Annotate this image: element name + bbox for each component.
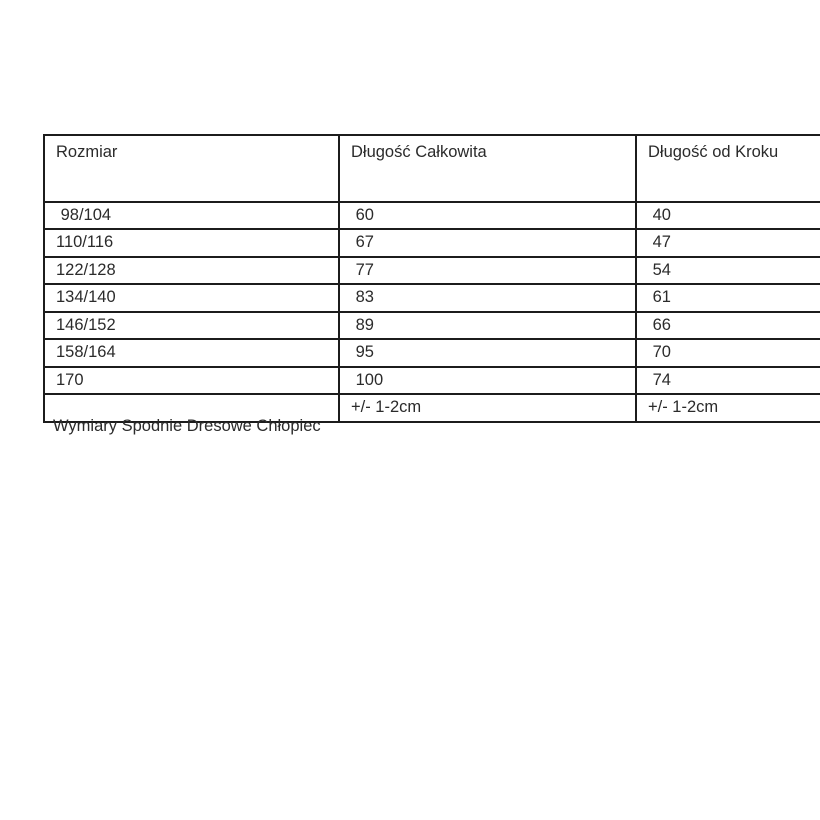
- table-row: [44, 284, 820, 311]
- column-header-inseam-length: Długość od Kroku: [636, 135, 820, 202]
- cell-size: 170: [44, 367, 339, 394]
- cell-size: 122/128: [44, 257, 339, 284]
- cell-size: 134/140: [44, 284, 339, 311]
- cell-inseam: 47: [636, 229, 820, 256]
- cell-total: 89: [339, 312, 636, 339]
- table-header-row: [44, 135, 820, 202]
- cell-size: 110/116: [44, 229, 339, 256]
- table-body: [44, 202, 820, 422]
- table-row: [44, 339, 820, 366]
- column-header-total-length: Długość Całkowita: [339, 135, 636, 202]
- table-caption: Wymiary Spodnie Dresowe Chłopiec: [53, 417, 321, 435]
- column-header-size: Rozmiar: [44, 135, 339, 202]
- cell-size: 158/164: [44, 339, 339, 366]
- table-row: [44, 229, 820, 256]
- cell-size: 98/104: [44, 202, 339, 229]
- cell-total: 100: [339, 367, 636, 394]
- cell-total: 77: [339, 257, 636, 284]
- cell-total: 67: [339, 229, 636, 256]
- cell-inseam: 40: [636, 202, 820, 229]
- cell-total: 83: [339, 284, 636, 311]
- cell-inseam: 54: [636, 257, 820, 284]
- cell-total: 95: [339, 339, 636, 366]
- table-row: [44, 367, 820, 394]
- cell-total-tolerance: +/- 1-2cm: [339, 394, 636, 421]
- cell-inseam-tolerance: +/- 1-2cm: [636, 394, 820, 421]
- table-row: [44, 312, 820, 339]
- size-chart-table: [43, 134, 820, 423]
- table-row: [44, 257, 820, 284]
- cell-inseam: 66: [636, 312, 820, 339]
- cell-inseam: 61: [636, 284, 820, 311]
- size-chart-container: [43, 134, 820, 423]
- cell-inseam: 70: [636, 339, 820, 366]
- cell-size: 146/152: [44, 312, 339, 339]
- table-header: [44, 135, 820, 202]
- cell-inseam: 74: [636, 367, 820, 394]
- table-row: [44, 202, 820, 229]
- cell-total: 60: [339, 202, 636, 229]
